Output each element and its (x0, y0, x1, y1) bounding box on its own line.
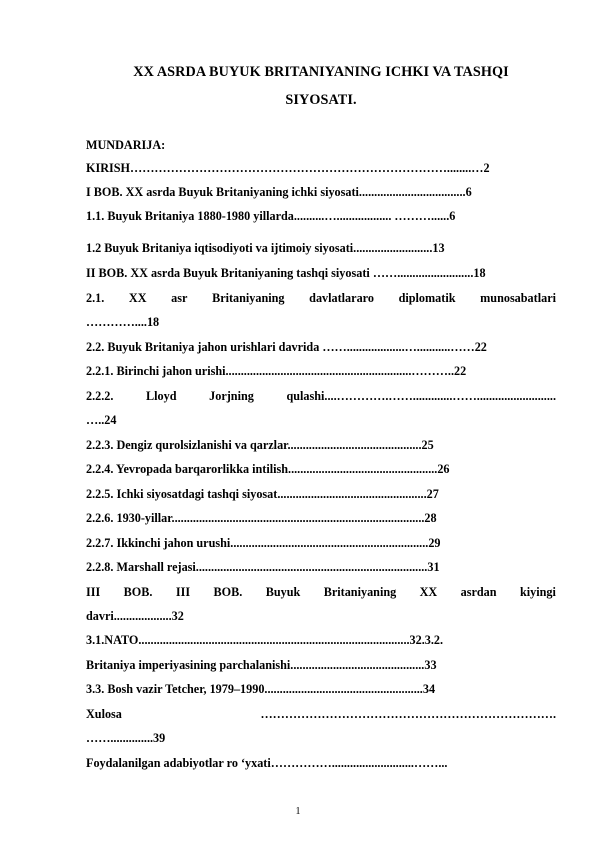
toc-entry-chapter-3 (86, 585, 556, 600)
toc-word: Buyuk (265, 585, 301, 599)
toc-entry-3-2: Britaniya imperiyasining parchalanishi............................................33 (86, 658, 437, 672)
document-title-line-2: SIYOSATI. (285, 92, 357, 108)
toc-word: BOB. (123, 585, 153, 599)
toc-entry-2-2-8: 2.2.8. Marshall rejasi............................................................................31 (86, 560, 440, 574)
toc-entry-2-2: 2.2. Buyuk Britaniya jahon urishlari davrida ……...................…...........……22 (86, 340, 487, 354)
toc-word: diplomatik (398, 291, 456, 305)
toc-word: munosabatlari (480, 291, 556, 305)
toc-word: 2.1. (86, 291, 105, 305)
toc-word: Britaniyaning (212, 291, 285, 305)
toc-entry-2-1-continued: …………....18 (86, 315, 160, 329)
toc-word: 2.2.2. (86, 389, 114, 403)
toc-word: Xulosa (86, 707, 122, 721)
toc-word: III (86, 585, 101, 599)
toc-entry-xulosa (86, 707, 556, 722)
toc-entry-chapter-2: II BOB. XX asrda Buyuk Britaniyaning tashqi siyosati …….........................18 (86, 266, 486, 280)
toc-entry-2-1 (86, 291, 556, 306)
toc-entry-2-2-4: 2.2.4. Yevropada barqarorlikka intilish.................................................26 (86, 462, 450, 476)
toc-entry-2-2-5: 2.2.5. Ichki siyosatdagi tashqi siyosat.................................................27 (86, 487, 439, 501)
toc-entry-2-2-3: 2.2.3. Dengiz qurolsizlanishi va qarzlar............................................25 (86, 438, 434, 452)
toc-entry-1-1: 1.1. Buyuk Britaniya 1880-1980 yillarda..........….................. ………......6 (86, 209, 456, 223)
toc-word: III (175, 585, 191, 599)
toc-entry-chapter-1: I BOB. XX asrda Buyuk Britaniyaning ichki siyosati...................................6 (86, 185, 472, 199)
toc-word: XX (419, 585, 438, 599)
toc-heading: MUNDARIJA: (86, 138, 166, 152)
page-number: 1 (295, 806, 301, 817)
toc-entry-kirish: KIRISH……………………………………………………………………........…2 (86, 161, 490, 175)
toc-word: XX (128, 291, 147, 305)
toc-word: Lloyd (146, 389, 177, 403)
toc-entry-2-2-7: 2.2.7. Ikkinchi jahon urushi.................................................................29 (86, 536, 441, 550)
toc-word: kiyingi (519, 585, 556, 599)
toc-word: BOB. (213, 585, 243, 599)
toc-word: asrdan (460, 585, 497, 599)
toc-entry-2-2-6: 2.2.6. 1930-yillar...................................................................................28 (86, 511, 437, 525)
toc-entry-2-2-2 (86, 389, 556, 404)
toc-word: Britaniyaning (323, 585, 397, 599)
toc-entry-3-3: 3.3. Bosh vazir Tetcher, 1979–1990....................................................34 (86, 682, 436, 696)
toc-word: asr (171, 291, 188, 305)
toc-word: ………………………………………………………………. (260, 707, 556, 721)
toc-entry-xulosa-continued: ……..............39 (86, 731, 166, 745)
toc-entry-bibliography: Foydalanilgan adabiyotlar ro ‘yxati……………...........................……... (86, 756, 448, 770)
document-title-line-1: XX ASRDA BUYUK BRITANIYANING ICHKI VA TASHQI (133, 64, 509, 80)
toc-word: qulashi....………….…….............…….......................... (286, 389, 556, 403)
toc-entry-3-1: 3.1.NATO.........................................................................................32.3.2. (86, 633, 444, 647)
toc-entry-2-2-2-continued: …..24 (86, 413, 117, 427)
toc-entry-2-2-1: 2.2.1. Birinchi jahon urishi.............................................................………..22 (86, 364, 467, 378)
toc-entry-chapter-3-continued: davri...................32 (86, 609, 184, 623)
toc-word: Jorjning (209, 389, 254, 403)
toc-entry-1-2: 1.2 Buyuk Britaniya iqtisodiyoti va ijtimoiy siyosati..........................13 (86, 241, 445, 255)
toc-word: davlatlararo (309, 291, 374, 305)
